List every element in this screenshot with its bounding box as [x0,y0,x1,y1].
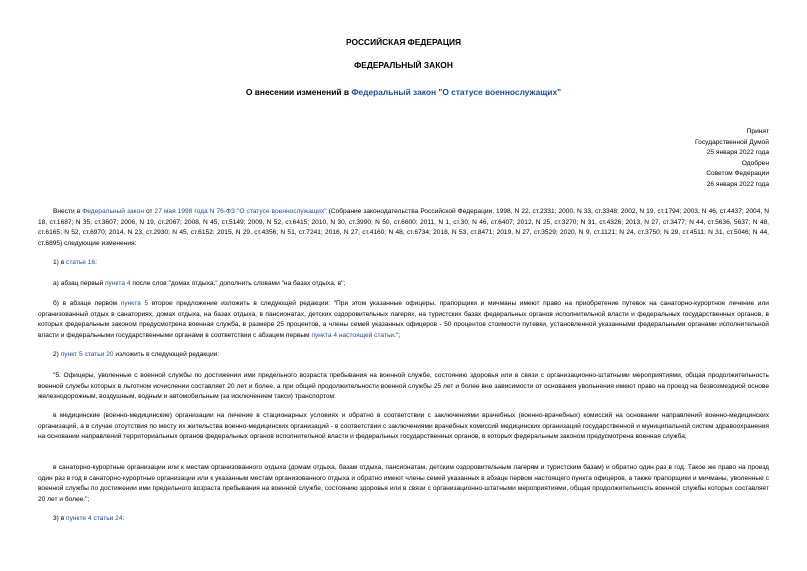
item-text: 1) в [53,259,67,266]
item-2-paragraph-2: в медицинские (военно-медицинские) организации на лечение в стационарных условиях и обратно в соответствии с заключениями врачебных (военно-врачебных) комиссий на основании направлений военно-медицинских организаций, а в случае отсутствия по месту их жительства военно-медицинских организаций - в соответствии с заключениями врачебных комиссий медицинских организаций государственной и муниципальной систем здравоохранения на основании направлений территориальных органов федеральных органов исполнительной власти и федеральных государственных органов, в которых федеральным законом предусмотрена военная служба; [38,412,769,441]
item-text: 2) [53,351,61,358]
adoption-line: 26 января 2022 года [706,180,769,188]
law-title-link[interactable]: Федеральный закон "О статусе военнослужащих" [351,87,562,97]
adoption-line: Принят [746,128,769,135]
law-76fz-link[interactable]: 27 мая 1998 года N 76-ФЗ "О статусе военнослужащих" [154,208,327,215]
item-text: 3) в [53,515,67,522]
adoption-line: Советом Федерации [706,170,769,178]
item-3 [53,514,124,525]
item-text: после слов "домах отдыха," дополнить словами "на базах отдыха, в"; [130,280,346,287]
clause-4-this-article-link[interactable]: пункта 4 настоящей статьи [311,332,395,340]
item-text: а) абзац первый [53,280,105,287]
federal-law-link[interactable]: Федеральный закон [82,208,144,215]
clause-4-link[interactable]: пункта 4 [104,280,131,287]
clause-4-article-24-link[interactable]: пункте 4 статьи 24 [66,515,123,522]
adoption-line: 25 января 2022 года [706,149,769,157]
item-1b [38,299,769,342]
law-title [38,87,769,97]
adoption-line: Государственной Думой [695,138,769,146]
intro-text: Внести в [53,208,83,215]
item-text: : [122,515,125,522]
item-text: : [95,259,97,266]
item-text: второе предложение изложить в следующей редакции: "При этом указанные офицеры, прапорщики и мичманы имеют право на приобретение путевок на санаторно-курортное лечение или организованный отдых в санаториях, домах отдыха, на базах отдыха, в пансионатах, детских оздоровительных лагерях, на туристских базах федеральных органов исполнительной власти и федеральных государственных органов, в которых федеральным законом предусмотрена военная служба, в размере 25 процентов, а члены семей указанных офицеров - 50 процентов стоимости путевки, установленной указанными федеральными органами исполнительной власти и федеральными государственными органами в соответствии с абзацем первым [38,300,769,340]
item-1a [53,279,345,290]
item-2 [53,350,219,361]
law-title-prefix: О внесении изменений в [245,87,352,97]
intro-text: от [143,208,155,215]
intro-paragraph [38,207,769,250]
item-1 [53,258,97,269]
clause-5-article-20-link[interactable]: пункт 5 статьи 20 [60,351,114,358]
item-text: изложить в следующей редакции: [113,351,220,358]
country-heading: РОССИЙСКАЯ ФЕДЕРАЦИЯ [345,37,462,47]
law-type-heading: ФЕДЕРАЛЬНЫЙ ЗАКОН [354,60,453,70]
adoption-block [569,127,769,191]
item-text: ."; [394,332,401,340]
intro-text: (Собрание законодательства Российской Федерации, 1998, N 22, ст.2331; 2000, N 33, ст.3348; 2002, N 19, ст.1794; 2003, N 46, ст.4437; 2004, N 18, ст.1687; N 35, ст.3607; 2006, N 19, ст.2067; 2008, N 45, ст.5149; 2009, N 52, ст.6415; 2010, N 30, ст.3990; N 50, ст.6600; 2011, N 1, ст.30; N 46, ст.6407; 2012, N 25, ст.3270; N 31, ст.4326; 2013, N 27, ст.3477; N 44, ст.5636, 5637; N 48, ст.6165; N 52, ст.6970; 2014, N 23, ст.2930; N 45, ст.6152; 2015, N 29, ст.4356; N 51, ст.7241; 2016, N 27, ст.4160; N 48, ст.6734; 2018, N 53, ст.8471; 2019, N 27, ст.3529; 2020, N 9, ст.1121; N 24, ст.3750; N 29, ст.4511; N 31, ст.5046; N 44, ст.6895) следующие изменения: [38,208,769,248]
item-text: б) в абзаце первом [53,300,121,307]
item-2-paragraph-3: в санаторно-курортные организации или к местам организованного отдыха (домам отдыха, базам отдыха, пансионатам, детским оздоровительным лагерям и туристским базам) и обратно один раз в год. Такое же право на проезд один раз в год в санаторно-курортные организации или к указанным местам организованного отдыха и обратно имеют члены семей указанных в абзаце первом настоящего пункта офицеров, а также прапорщики и мичманы, уволенные с военной службы по достижении ими предельного возраста пребывания на военной службе, состоянию здоровья или в связи с организационно-штатными мероприятиями, общая продолжительность военной службы которых составляет 20 лет и более."; [38,464,769,504]
article-16-link[interactable]: статье 16 [66,259,96,266]
item-2-paragraph-1: "5. Офицеры, уволенные с военной службы по достижении ими предельного возраста пребывания на военной службе, состоянию здоровья или в связи с организационно-штатными мероприятиями, общая продолжительность военной службы которых в льготном исчислении составляет 20 лет и более, а при общей продолжительности военной службы 25 лет и более вне зависимости от основания увольнения имеют право на проезд на безвозмездной основе железнодорожным, воздушным, водным и автомобильным (за исключением такси) транспортом: [38,372,769,401]
adoption-line: Одобрен [741,159,769,167]
clause-5-link[interactable]: пункта 5 [120,300,149,307]
